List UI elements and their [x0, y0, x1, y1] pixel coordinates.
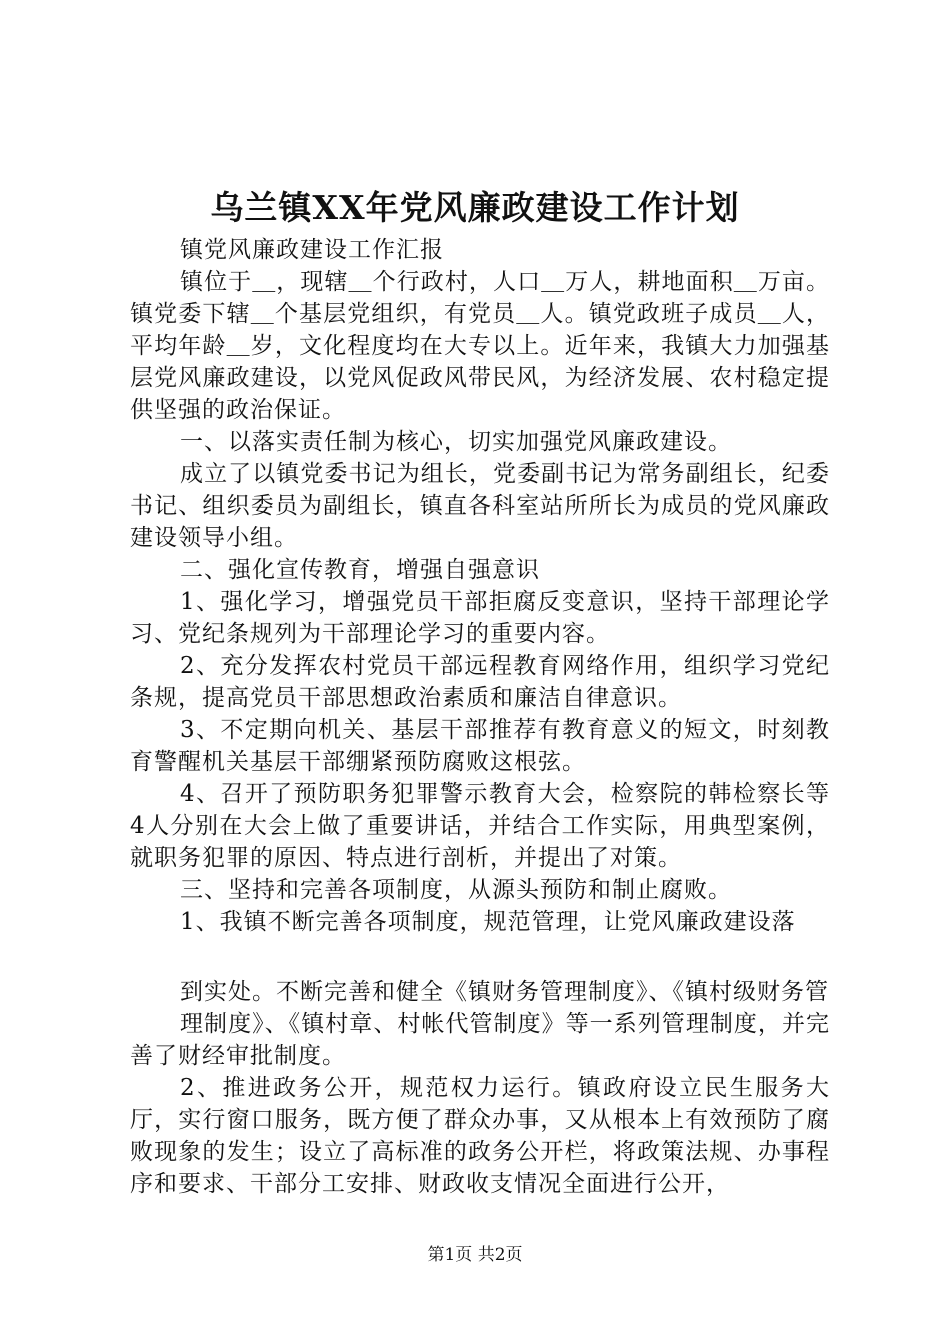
section-heading-2: 二、强化宣传教育，增强自强意识 [180, 557, 540, 583]
page-footer: 第1页 共2页 [427, 1245, 523, 1265]
section-heading-3: 三、坚持和完善各项制度，从源头预防和制止腐败。 [180, 877, 732, 903]
paragraph: 成立了以镇党委书记为组长，党委副书记为常务副组长，纪委书记、组织委员为副组长，镇直各科室站所所长为成员的党风廉政建设领导小组。 [130, 461, 830, 551]
list-item: 1、强化学习，增强党员干部拒腐反变意识，坚持干部理论学习、党纪条规列为干部理论学习的重要内容。 [130, 589, 830, 647]
list-item: 2、推进政务公开，规范权力运行。镇政府设立民生服务大厅，实行窗口服务，既方便了群众办事，又从根本上有效预防了腐败现象的发生；设立了高标准的政务公开栏，将政策法规、办事程序和要求、干部分工安排、财政收支情况全面进行公开， [130, 1075, 830, 1197]
spacer [130, 938, 830, 976]
paragraph-intro: 镇位于＿，现辖＿个行政村，人口＿万人，耕地面积＿万亩。镇党委下辖＿个基层党组织，有党员＿人。镇党政班子成员＿人，平均年龄＿岁，文化程度均在大专以上。近年来，我镇大力加强基层党风廉政建设，以党风促政风带民风，为经济发展、农村稳定提供坚强的政治保证。 [130, 269, 830, 423]
paragraph-subtitle: 镇党风廉政建设工作汇报 [180, 237, 444, 263]
list-item: 3、不定期向机关、基层干部推荐有教育意义的短文，时刻教育警醒机关基层干部绷紧预防腐败这根弦。 [130, 717, 830, 775]
paragraph: 到实处。不断完善和健全《镇财务管理制度》、《镇村级财务管 [180, 979, 829, 1005]
list-item: 4、召开了预防职务犯罪警示教育大会，检察院的韩检察长等4人分别在大会上做了重要讲话，并结合工作实际，用典型案例，就职务犯罪的原因、特点进行剖析，并提出了对策。 [130, 781, 830, 871]
paragraph: 理制度》、《镇村章、村帐代管制度》等一系列管理制度，并完善了财经审批制度。 [130, 1011, 830, 1069]
list-item: 2、充分发挥农村党员干部远程教育网络作用，组织学习党纪条规，提高党员干部思想政治素质和廉洁自律意识。 [130, 653, 830, 711]
document-title: 乌兰镇XX年党风廉政建设工作计划 [210, 188, 740, 227]
document-body [130, 234, 830, 1200]
list-item: 1、我镇不断完善各项制度，规范管理，让党风廉政建设落 [180, 909, 796, 935]
section-heading-1: 一、以落实责任制为核心，切实加强党风廉政建设。 [180, 429, 732, 455]
